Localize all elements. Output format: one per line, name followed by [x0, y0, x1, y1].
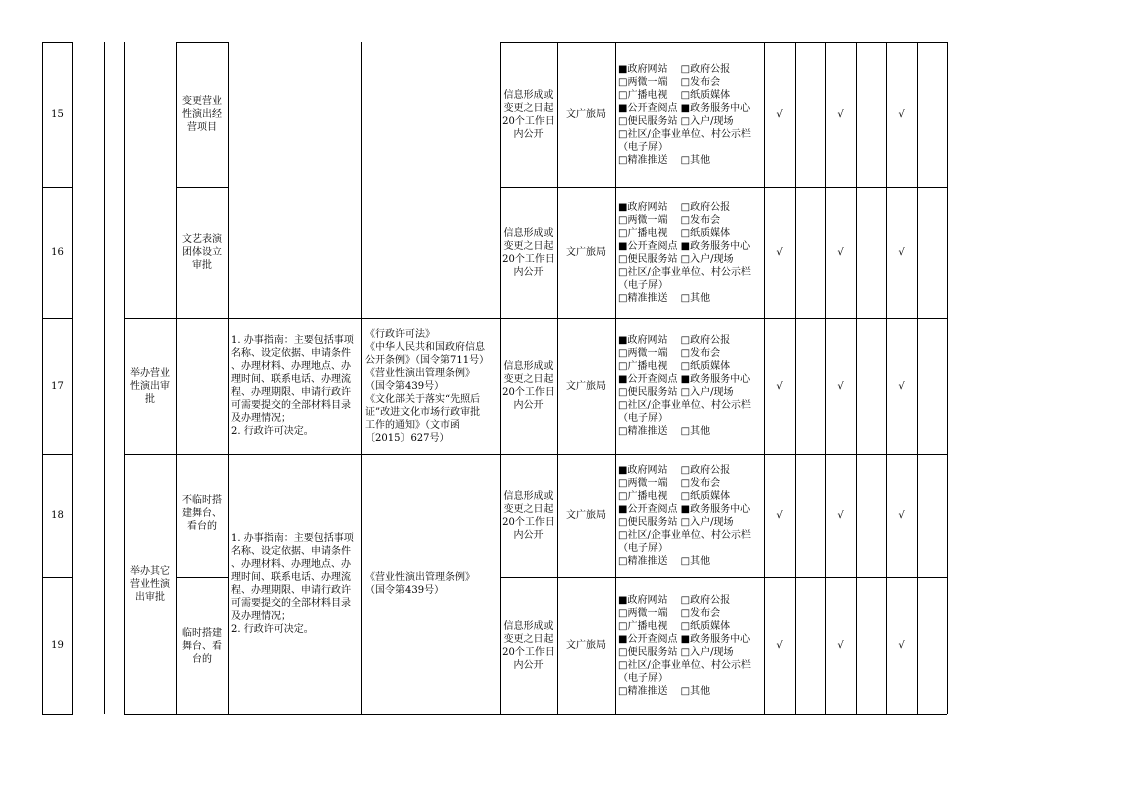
- sub-item-name: 文艺表演 团体设立 审批: [182, 234, 222, 271]
- checkmark: √: [898, 380, 905, 392]
- disclosure-subject: 文广旅局: [566, 640, 606, 651]
- sub-item-name: 不临时搭 建舞台、 看台的: [182, 495, 222, 532]
- checkmark: [917, 187, 947, 318]
- disclosure-subject: 文广旅局: [566, 510, 606, 521]
- disclosure-channels: ■政府网站 □政府公报 □两微一端 □发布会 □广播电视 □纸质媒体 ■公开查阅点 ■政务服务中心 □便民服务站 □入户/现场 □社区/企事业单位、村公示栏 （电子屏） □精准推送 □其他: [618, 201, 751, 304]
- checkmark: √: [898, 247, 905, 258]
- checkmark: [917, 454, 947, 577]
- time-limit: 信息形成或 变更之日起 20个工作日 内公开: [502, 490, 555, 541]
- disclosure-subject: 文广旅局: [566, 380, 606, 392]
- grid-line: [42, 714, 73, 715]
- grid-line: [124, 714, 947, 715]
- checkmark: [795, 318, 825, 454]
- grid-line: [947, 42, 948, 714]
- checkmark: √: [898, 510, 905, 521]
- item-name: 举办营业 性演出审 批: [130, 367, 170, 405]
- checkmark: [856, 187, 886, 318]
- legal-basis: 《行政许可法》 《中华人民共和国政府信息 公开条例》（国令第711号） 《营业性演出管理条例》 （国令第439号） 《文化部关于落实“先照后 证”改进文化市场行政审批 工作的通知》（文市函 〔2015〕627号）: [365, 328, 490, 444]
- checkmark: [917, 577, 947, 714]
- sub-item-name: 变更营业 性演出经 营项目: [182, 96, 222, 133]
- disclosure-channels: ■政府网站 □政府公报 □两微一端 □发布会 □广播电视 □纸质媒体 ■公开查阅点 ■政务服务中心 □便民服务站 □入户/现场 □社区/企事业单位、村公示栏 （电子屏） □精准推送 □其他: [618, 63, 751, 166]
- checkmark: √: [837, 380, 844, 392]
- checkmark: √: [837, 640, 844, 651]
- checkmark: [917, 318, 947, 454]
- checkmark: √: [837, 247, 844, 258]
- checkmark: √: [898, 640, 905, 651]
- sub-item-name: 临时搭建 舞台、看 台的: [182, 628, 222, 665]
- checkmark: √: [776, 247, 783, 258]
- checkmark: √: [898, 109, 905, 120]
- checkmark: [795, 187, 825, 318]
- checkmark: [856, 318, 886, 454]
- checkmark: [795, 577, 825, 714]
- checkmark: √: [837, 510, 844, 521]
- checkmark: [795, 42, 825, 187]
- legal-basis: 《营业性演出管理条例》 （国令第439号）: [365, 572, 475, 596]
- checkmark: [856, 42, 886, 187]
- checkmark: √: [837, 109, 844, 120]
- checkmark: [856, 454, 886, 577]
- checkmark: √: [776, 380, 783, 392]
- grid-line: [104, 42, 105, 714]
- row-number: 18: [51, 510, 64, 521]
- time-limit: 信息形成或 变更之日起 20个工作日 内公开: [502, 89, 555, 140]
- row-number: 16: [51, 247, 64, 258]
- checkmark: √: [776, 109, 783, 120]
- checkmark: [917, 42, 947, 187]
- checkmark: [856, 577, 886, 714]
- disclosure-content: 1. 办事指南：主要包括事项 名称、设定依据、申请条件 、办理材料、办理地点、办 理时间、联系电话、办理流 程、办理期限、申请行政许 可需要提交的全部材料目录 及办理情况； 2. 行政许可决定。: [231, 533, 354, 635]
- disclosure-subject: 文广旅局: [566, 109, 606, 120]
- checkmark: √: [776, 510, 783, 521]
- disclosure-content: 1. 办事指南：主要包括事项 名称、设定依据、申请条件 、办理材料、办理地点、办 理时间、联系电话、办理流 程、办理期限、申请行政许 可需要提交的全部材料目录 及办理情况； 2. 行政许可决定。: [231, 335, 354, 437]
- time-limit: 信息形成或 变更之日起 20个工作日 内公开: [502, 620, 555, 671]
- disclosure-subject: 文广旅局: [566, 247, 606, 258]
- row-number: 17: [51, 380, 64, 392]
- checkmark: √: [776, 640, 783, 651]
- time-limit: 信息形成或 变更之日起 20个工作日 内公开: [502, 227, 555, 278]
- disclosure-channels: ■政府网站 □政府公报 □两微一端 □发布会 □广播电视 □纸质媒体 ■公开查阅点 ■政务服务中心 □便民服务站 □入户/现场 □社区/企事业单位、村公示栏 （电子屏） □精准推送 □其他: [618, 594, 751, 697]
- row-number: 15: [51, 109, 64, 120]
- disclosure-channels: ■政府网站 □政府公报 □两微一端 □发布会 □广播电视 □纸质媒体 ■公开查阅点 ■政务服务中心 □便民服务站 □入户/现场 □社区/企事业单位、村公示栏 （电子屏） □精准推送 □其他: [618, 464, 751, 567]
- item-name: 举办其它 营业性演 出审批: [130, 565, 170, 603]
- row-number: 19: [51, 640, 64, 651]
- disclosure-channels: ■政府网站 □政府公报 □两微一端 □发布会 □广播电视 □纸质媒体 ■公开查阅点 ■政务服务中心 □便民服务站 □入户/现场 □社区/企事业单位、村公示栏 （电子屏） □精准推送 □其他: [618, 335, 751, 437]
- time-limit: 信息形成或 变更之日起 20个工作日 内公开: [502, 361, 555, 411]
- checkmark: [795, 454, 825, 577]
